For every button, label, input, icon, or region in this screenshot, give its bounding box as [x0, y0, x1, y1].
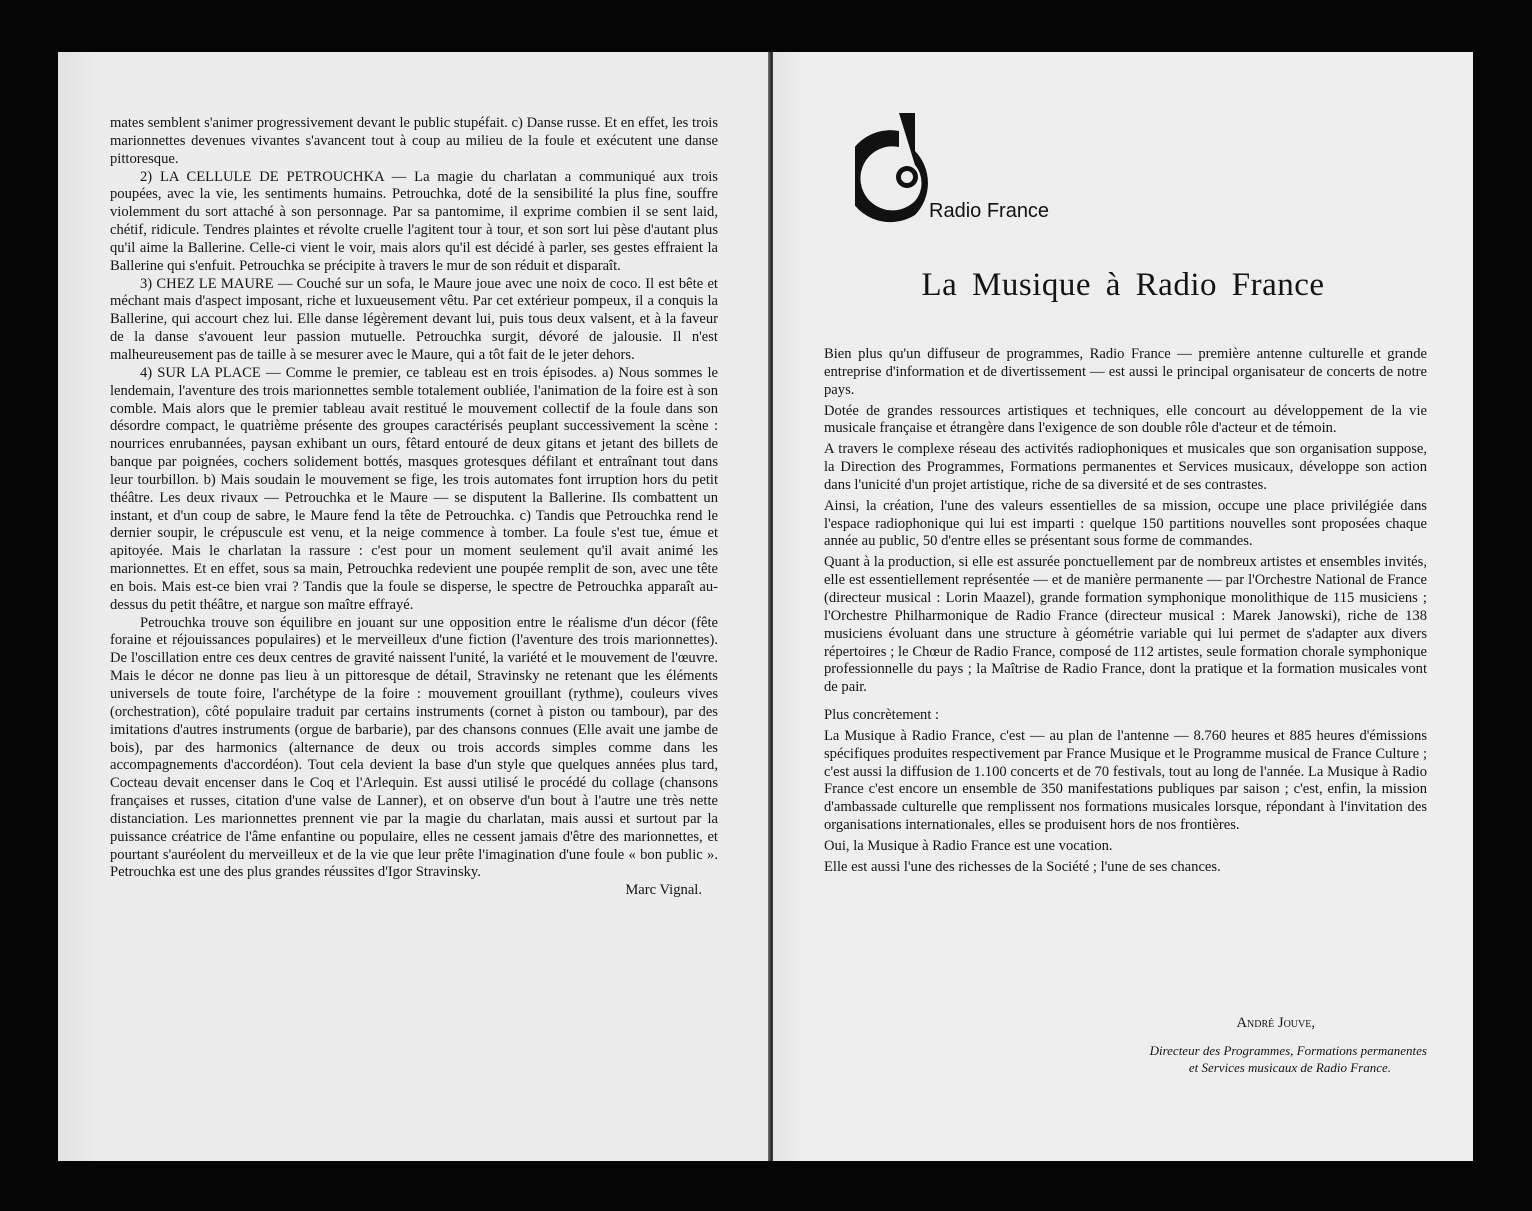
- right-text-column: [824, 346, 1427, 880]
- right-paragraph-7: La Musique à Radio France, c'est — au plan de l'antenne — 8.760 heures et 885 heures d'émissions spécifiques produites respectivement par France Musique et le Programme musical de France Culture ; c'est aussi la diffusion de 1.100 concerts et de 70 festivals, tout au long de l'année. La Musique à Radio France c'est encore un ensemble de 350 manifestations publiques par saison ; c'est, enfin, la mission d'ambassade culturelle que remplissent nos formations musicales lorsque, répondant à l'invitation des organisations internationales, elles se produisent hors de nos frontières.: [824, 727, 1427, 834]
- left-paragraph-3: 3) CHEZ LE MAURE — Couché sur un sofa, le Maure joue avec une noix de coco. Il est bête et méchant mais d'aspect imposant, riche et luxueusement vêtu. Par cet extérieur pompeux, il a conquis la Ballerine, qui accourt chez lui. Elle danse légèrement devant lui, puis tous deux valsent, et à la faveur de la danse s'avouent leur passion mutuelle. Petrouchka surgit, dévoré de jalousie. Il n'est malheureusement pas de taille à se mesurer avec le Maure, qui a tôt fait de le jeter dehors.: [110, 275, 718, 363]
- right-paragraph-6: Plus concrètement :: [824, 707, 940, 724]
- right-page: [773, 52, 1473, 1161]
- left-paragraph-2: 2) LA CELLULE DE PETROUCHKA — La magie du charlatan a communiqué aux trois poupées, avec la vie, les sentiments humains. Petrouchka, doté de la sensibilité la plus fine, souffre violemment du sort attaché à son personnage. Par sa pantomime, il exprime combien il se sent laid, chétif, ridicule. Tendres plaintes et révolte cruelle l'agitent tour à tour, et son sort lui pèse d'autant plus qu'il aime la Ballerine. Celle-ci vient le voir, mais alors qu'il est décidé à parler, ses gestes effraient la Ballerine qui s'enfuit. Petrouchka se précipite à travers le mur de son réduit et disparaît.: [110, 168, 718, 274]
- left-page: [58, 52, 770, 1161]
- logo-wordmark: Radio France: [929, 200, 1050, 222]
- left-paragraph-1: mates semblent s'animer progressivement devant le public stupéfait. c) Danse russe. Et en effet, les trois marionnettes devenues vivantes s'avancent tout à coup au milieu de la foule et exécutent une danse pittoresque.: [110, 115, 718, 167]
- page-title: La Musique à Radio France: [921, 267, 1325, 303]
- right-signature: André Jouve,: [1236, 1015, 1315, 1031]
- signature-role-line-1: Directeur des Programmes, Formations permanentes: [1149, 1043, 1427, 1058]
- signature-role: [1027, 1042, 1427, 1076]
- signature-role-line-2: et Services musicaux de Radio France.: [1188, 1060, 1391, 1075]
- left-signature: Marc Vignal.: [625, 882, 702, 899]
- right-paragraph-4: Ainsi, la création, l'une des valeurs essentielles de sa mission, occupe une place privilégiée dans l'espace radiophonique qui lui est imparti : quelque 150 partitions nouvelles sont proposées chaque année au public, 50 d'entre elles se présentant sous forme de commandes.: [824, 497, 1427, 550]
- right-paragraph-2: Dotée de grandes ressources artistiques et techniques, elle concourt au développement de la vie musicale française et étrangère dans l'exigence de son double rôle d'acteur et de témoin.: [824, 402, 1427, 437]
- radio-france-logo-icon: [855, 113, 1055, 223]
- right-paragraph-9: Elle est aussi l'une des richesses de la Société ; l'une de ses chances.: [824, 858, 1221, 875]
- right-paragraph-3: A travers le complexe réseau des activités radiophoniques et musicales que son organisation suppose, la Direction des Programmes, Formations permanentes et Services musicaux, développe son action dans l'unicité d'un projet artistique, riche de sa diversité et de ses contrastes.: [824, 441, 1427, 493]
- left-paragraph-5: Petrouchka trouve son équilibre en jouant sur une opposition entre le réalisme d'un décor (fête foraine et réjouissances populaires) et le merveilleux d'une fiction (l'aventure des trois marionnettes). De l'oscillation entre ces deux centres de gravité naissent l'unité, la variété et le mouvement de l'œuvre. Mais le décor ne donne pas lieu à un pittoresque de détail, Stravinsky ne retenant que les éléments universels de toute foire, l'archétype de la foire : mouvement grouillant (rythme), couleurs vives (orchestration), côté populaire traduit par certains instruments (cornet à piston ou tambour), par des imitations d'autres instruments (orgue de barbarie), par des chansons connues (Elle avait une jambe de bois), par des harmonics (alternance de deux ou trois accords simples comme dans les accompagnements d'accordéon). Tout cela devient la base d'un style que quelques années plus tard, Cocteau devait encenser dans le Coq et l'Arlequin. Est aussi utilisé le procédé du collage (chansons françaises et russes, citation d'une valse de Lanner), et on observe d'un bout à l'autre une très nette distanciation. Les marionnettes prennent vie par la magie du charlatan, mais aussi et surtout par la puissance créatrice de l'âme enfantine ou populaire, elles ne cessent jamais d'être des marionnettes, et pourtant s'auréolent du merveilleux et de la vie que leur prête l'imagination d'une foule « bon public ». Petrouchka est une des plus grandes réussites d'Igor Stravinsky.: [110, 614, 718, 881]
- right-paragraph-5: Quant à la production, si elle est assurée ponctuellement par de nombreux artistes et ensembles invités, elle est essentiellement représentée — et de manière permanente — par l'Orchestre National de France (directeur musical : Lorin Maazel), grande formation symphonique monolithique de 115 musiciens ; l'Orchestre Philharmonique de Radio France (directeur musical : Marek Janowski), riche de 138 musiciens évoluant dans une structure à géométrie variable qui lui permet de s'adapter aux divers répertoires ; le Chœur de Radio France, composé de 112 artistes, seule formation chorale symphonique professionnelle du pays ; la Maîtrise de Radio France, dont la pratique et la formation musicales vont de pair.: [824, 554, 1427, 696]
- left-text-column: [110, 115, 718, 900]
- right-paragraph-8: Oui, la Musique à Radio France est une vocation.: [824, 837, 1113, 854]
- right-paragraph-1: Bien plus qu'un diffuseur de programmes, Radio France — première antenne culturelle et grande entreprise d'information et de divertissement — est aussi le principal organisateur de concerts de notre pays.: [824, 346, 1427, 398]
- left-paragraph-4: 4) SUR LA PLACE — Comme le premier, ce tableau est en trois épisodes. a) Nous sommes le lendemain, l'aventure des trois marionnettes semble totalement oubliée, l'animation de la foire est à son comble. Mais alors que le premier tableau avait restitué le mouvement collectif de la foule dans son désordre compact, le quatrième présente des groupes caractérisés peuplant successivement la scène : nourrices enrubannées, paysan exhibant un ours, fêtard entouré de deux gitans et jetant des billets de banque par poignées, cochers solidement bottés, masques grotesques défilant et entraînant tout dans leur tourbillon. b) Mais soudain le mouvement se fige, les trois automates font irruption hors du petit théâtre. Les deux rivaux — Petrouchka et le Maure — se disputent la Ballerine. Ils combattent un instant, et d'un coup de sabre, le Maure fend la tête de Petrouchka. c) Tandis que Petrouchka rend le dernier soupir, le crépuscule est venu, et la neige commence à tomber. La foule s'est tue, émue et apitoyée. Mais le charlatan la rassure : c'est pour un moment seulement qu'il avait animé les marionnettes. Et en effet, sous sa main, Petrouchka redevient une poupée remplit de son, avec une tête en bois. Mais est-ce bien vrai ? Tandis que la foule se disperse, le spectre de Petrouchka apparaît au-dessus du petit théâtre, et nargue son maître effrayé.: [110, 364, 718, 613]
